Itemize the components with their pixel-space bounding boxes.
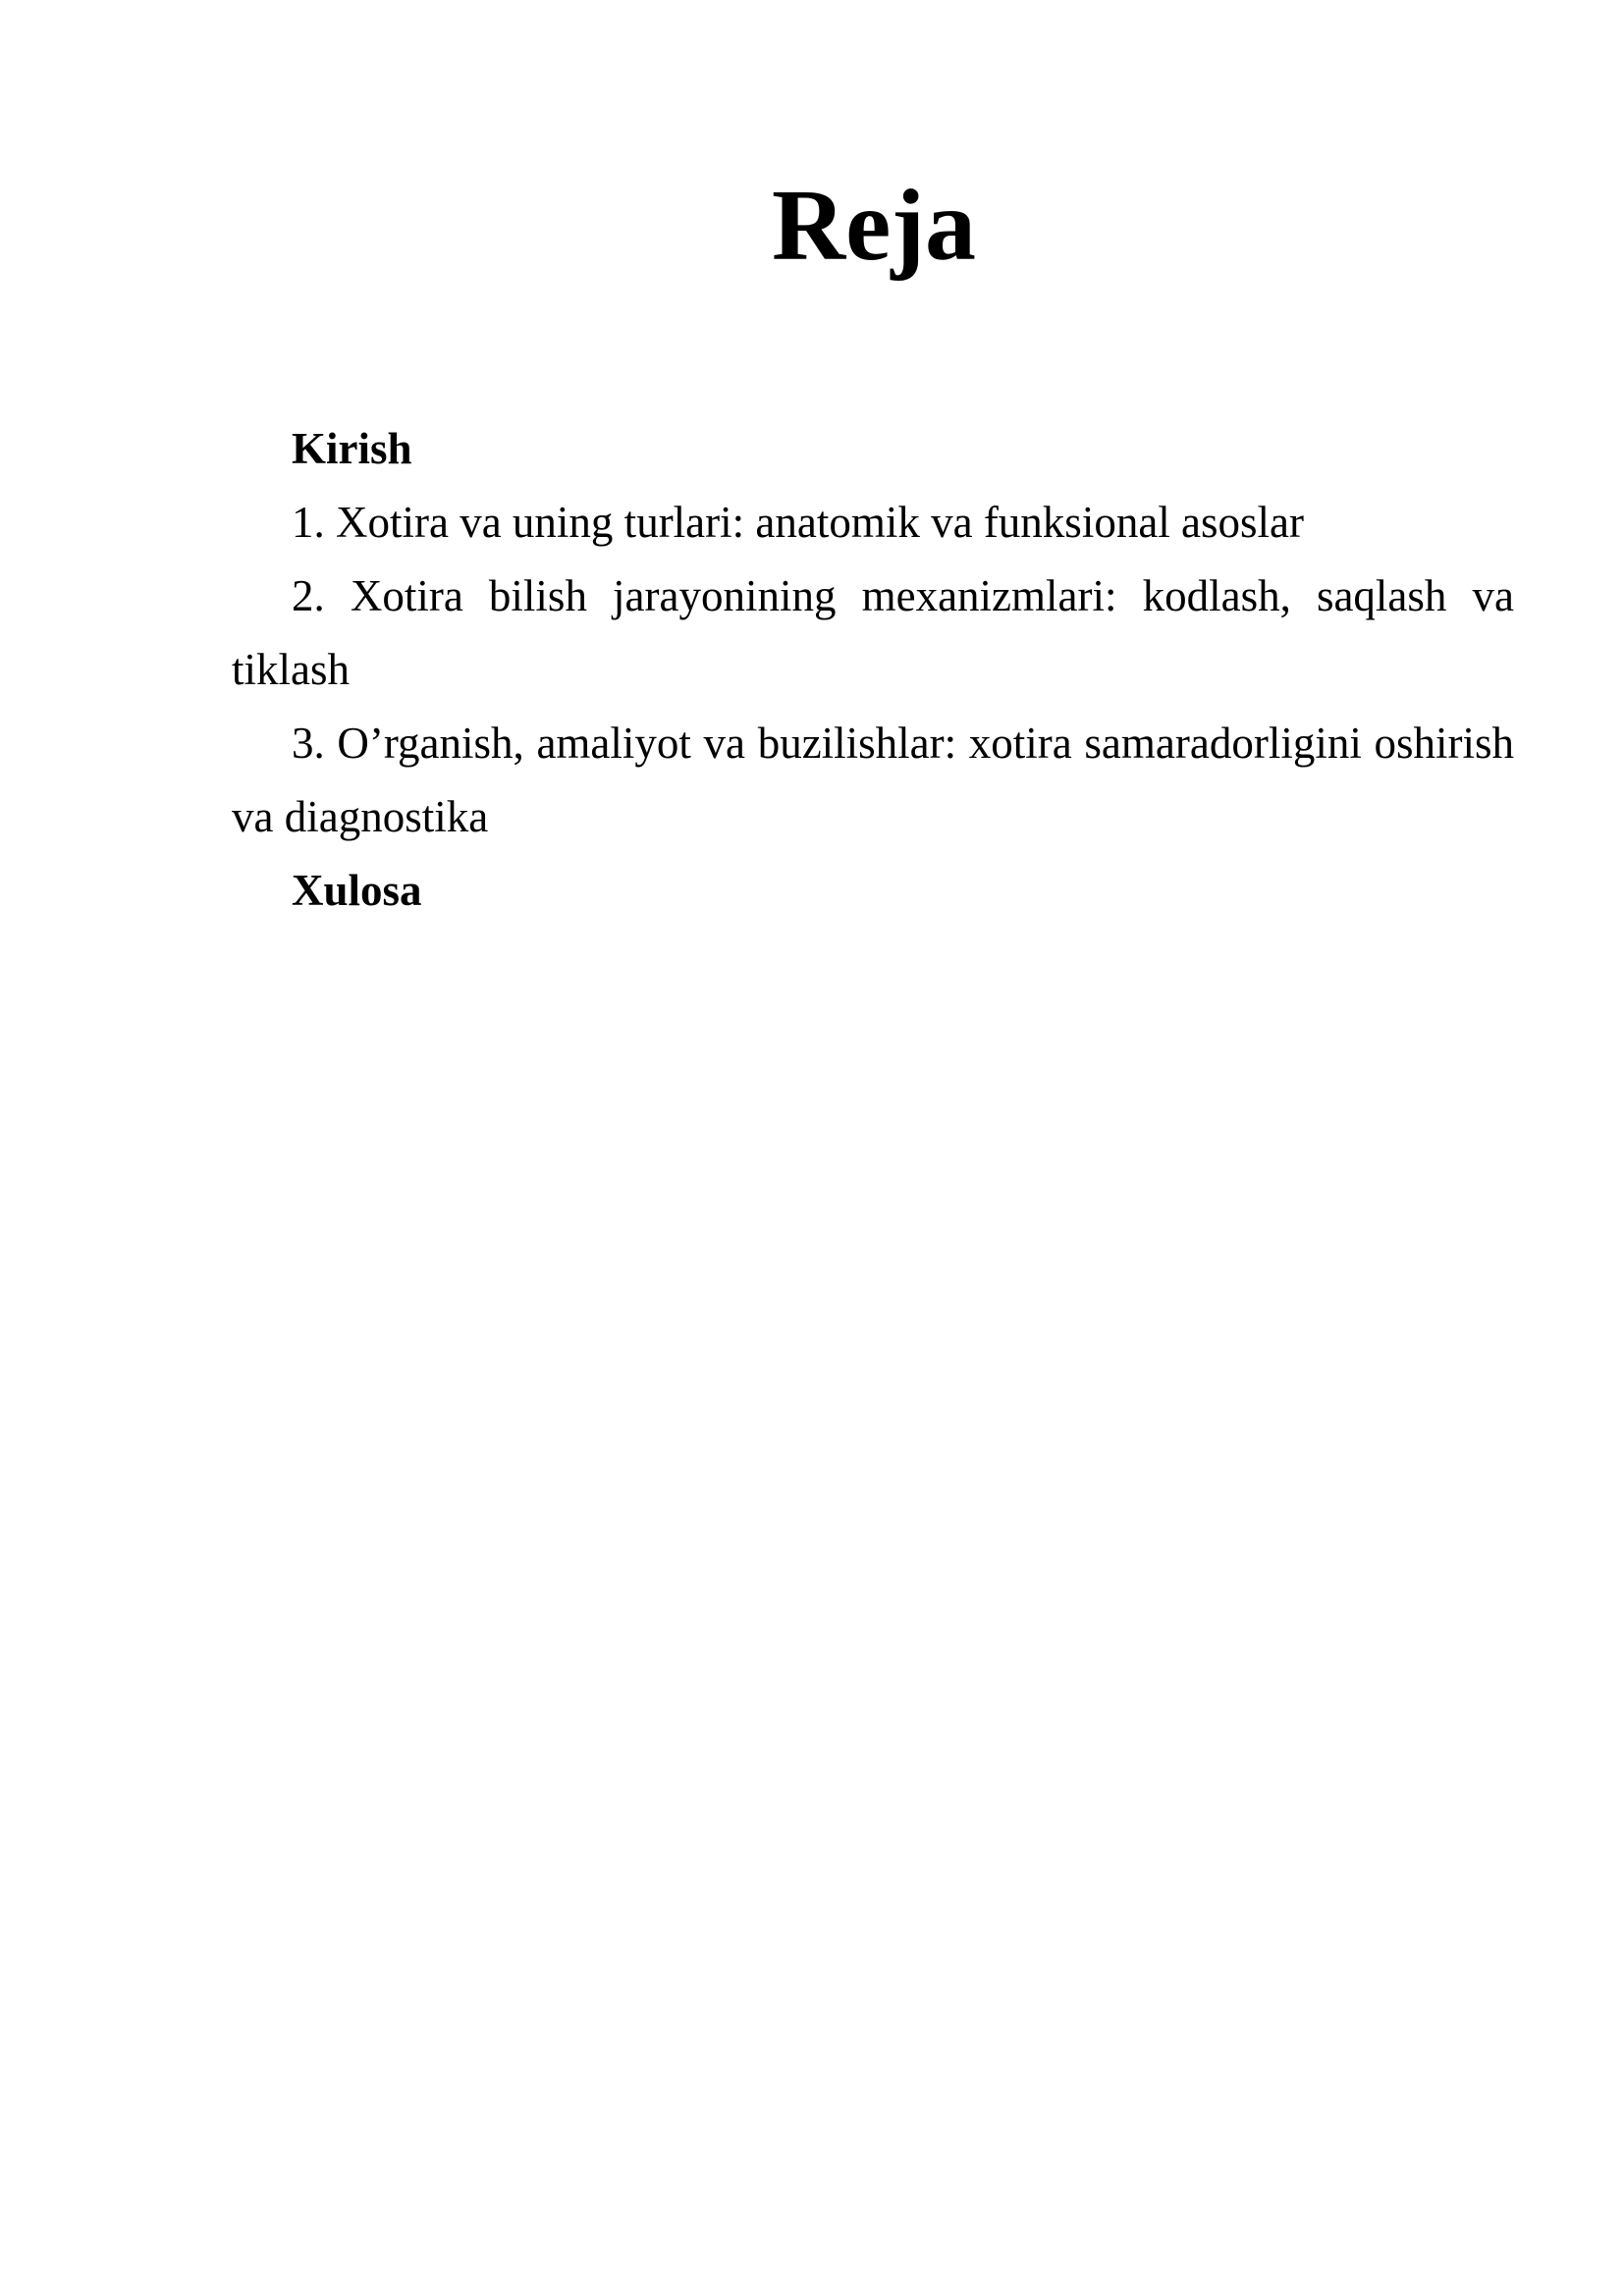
toc-item-2: 2. Xotira bilish jarayonining mexanizmlari: kodlash, saqlash va tiklash: [232, 571, 1514, 694]
table-of-contents: [232, 412, 1514, 928]
page-title: Reja: [772, 169, 976, 282]
toc-item-1: 1. Xotira va uning turlari: anatomik va funksional asoslar: [292, 498, 1305, 547]
toc-item-conclusion: Xulosa: [292, 866, 422, 915]
toc-item-introduction: Kirish: [292, 424, 412, 473]
toc-item-3: 3. O’rganish, amaliyot va buzilishlar: xotira samaradorligini oshirish va diagnostika: [232, 719, 1514, 841]
